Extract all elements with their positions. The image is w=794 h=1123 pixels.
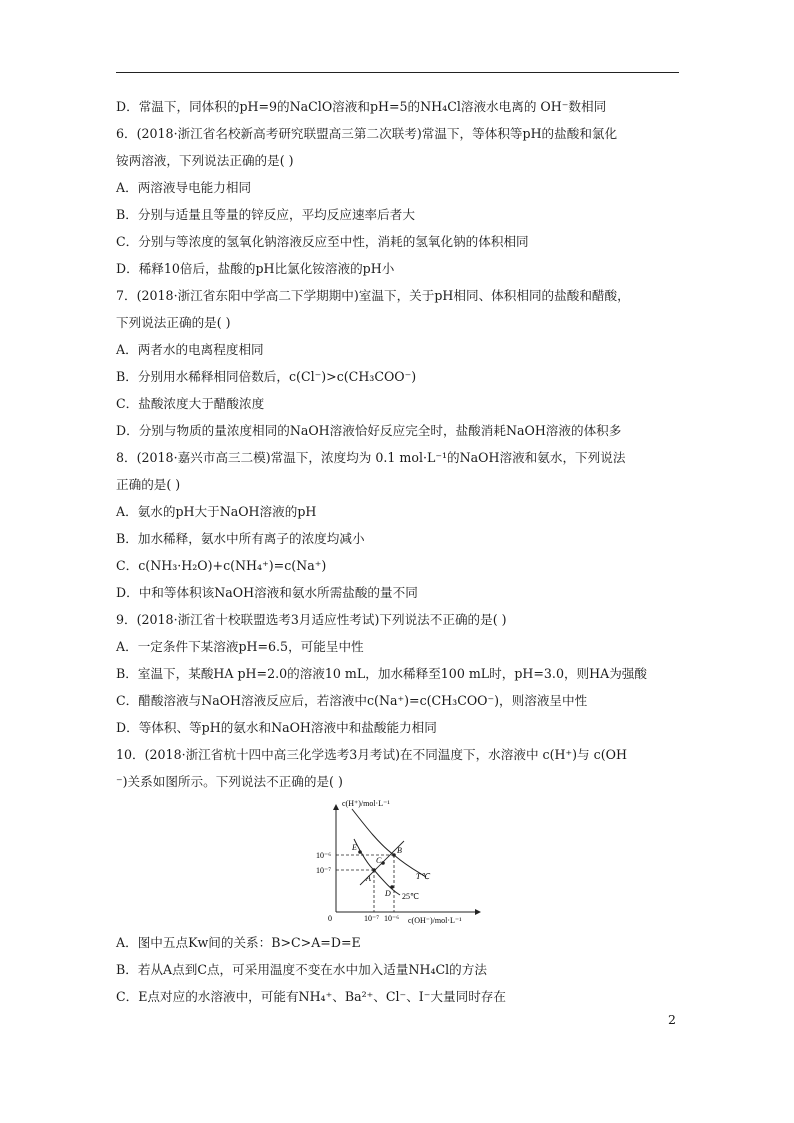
option-9b: B．室温下，某酸HA pH=2.0的溶液10 mL，加水稀释至100 mL时，pH=3.0，则HA为强酸 <box>116 666 647 681</box>
point-d-label: D <box>385 889 391 898</box>
point-a-label: A <box>366 874 371 883</box>
x-tick-1: 10⁻⁷ <box>364 914 380 923</box>
point-c-label: C <box>376 856 382 865</box>
option-7d: D．分别与物质的量浓度相同的NaOH溶液恰好反应完全时，盐酸消耗NaOH溶液的体积多 <box>116 423 622 438</box>
25c-curve-label: 25℃ <box>402 892 419 901</box>
point-e-label: E <box>352 843 357 852</box>
option-7a: A．两者水的电离程度相同 <box>116 342 264 357</box>
kw-diagram-svg <box>308 797 488 925</box>
question-10-stem: 10．(2018·浙江省杭十四中高三化学选考3月考试)在不同温度下，水溶液中 c(H⁺)与 c(OH <box>116 747 627 762</box>
page-number: 2 <box>668 1012 676 1027</box>
option-6c: C．分别与等浓度的氢氧化钠溶液反应至中性，消耗的氢氧化钠的体积相同 <box>116 234 529 249</box>
x-tick-2: 10⁻⁶ <box>384 914 400 923</box>
question-8-stem-cont: 正确的是( ) <box>116 477 181 492</box>
y-tick-1: 10⁻⁶ <box>316 851 332 860</box>
option-6b: B．分别与适量且等量的锌反应，平均反应速率后者大 <box>116 207 415 222</box>
option-6a: A．两溶液导电能力相同 <box>116 180 252 195</box>
option-7c: C．盐酸浓度大于醋酸浓度 <box>116 396 265 411</box>
option-9a: A．一定条件下某溶液pH=6.5，可能呈中性 <box>116 639 364 654</box>
option-9d: D．等体积、等pH的氨水和NaOH溶液中和盐酸能力相同 <box>116 720 437 735</box>
question-9-stem: 9．(2018·浙江省十校联盟选考3月适应性考试)下列说法不正确的是( ) <box>116 612 507 627</box>
option-7b: B．分别用水稀释相同倍数后，c(Cl⁻)>c(CH₃COO⁻) <box>116 369 417 384</box>
page-body <box>116 93 682 1010</box>
y-tick-2: 10⁻⁷ <box>316 866 332 875</box>
option-5d: D．常温下，同体积的pH=9的NaClO溶液和pH=5的NH₄Cl溶液水电离的 OH⁻数相同 <box>116 99 607 114</box>
option-8c: C．c(NH₃·H₂O)+c(NH₄⁺)=c(Na⁺) <box>116 558 327 573</box>
header-rule <box>116 72 679 73</box>
option-6d: D．稀释10倍后，盐酸的pH比氯化铵溶液的pH小 <box>116 261 395 276</box>
t-curve <box>352 809 426 877</box>
question-7-stem: 7．(2018·浙江省东阳中学高二下学期期中)室温下，关于pH相同、体积相同的盐酸和醋酸， <box>116 288 630 303</box>
point-c-dot <box>381 861 385 865</box>
option-10b: B．若从A点到C点，可采用温度不变在水中加入适量NH₄Cl的方法 <box>116 962 487 977</box>
option-8d: D．中和等体积该NaOH溶液和氨水所需盐酸的量不同 <box>116 585 418 600</box>
origin-label: 0 <box>328 914 332 923</box>
option-10a: A．图中五点Kw间的关系：B>C>A=D=E <box>116 935 361 950</box>
point-a-dot <box>372 868 376 872</box>
question-8-stem: 8．(2018·嘉兴市高三二模)常温下，浓度均为 0.1 mol·L⁻¹的NaOH溶液和氨水，下列说法 <box>116 450 626 465</box>
point-b-label: B <box>397 846 402 855</box>
kw-diagram <box>116 795 682 929</box>
y-axis-label: c(H⁺)/mol·L⁻¹ <box>342 799 390 808</box>
option-8b: B．加水稀释，氨水中所有离子的浓度均减小 <box>116 531 365 546</box>
point-b-dot <box>392 853 396 857</box>
question-6-stem-cont: 铵两溶液，下列说法正确的是( ) <box>116 153 294 168</box>
t-curve-label: T℃ <box>416 872 430 881</box>
option-10c: C．E点对应的水溶液中，可能有NH₄⁺、Ba²⁺、Cl⁻、I⁻大量同时存在 <box>116 989 506 1004</box>
point-e-dot <box>358 850 362 854</box>
x-axis-label: c(OH⁻)/mol·L⁻¹ <box>408 916 462 925</box>
question-7-stem-cont: 下列说法正确的是( ) <box>116 315 231 330</box>
question-10-stem-cont: ⁻)关系如图所示。下列说法不正确的是( ) <box>116 774 343 789</box>
option-9c: C．醋酸溶液与NaOH溶液反应后，若溶液中c(Na⁺)=c(CH₃COO⁻)，则溶液呈中性 <box>116 693 588 708</box>
question-6-stem: 6．(2018·浙江省名校新高考研究联盟高三第二次联考)常温下，等体积等pH的盐酸和氯化 <box>116 126 618 141</box>
option-8a: A．氨水的pH大于NaOH溶液的pH <box>116 504 317 519</box>
